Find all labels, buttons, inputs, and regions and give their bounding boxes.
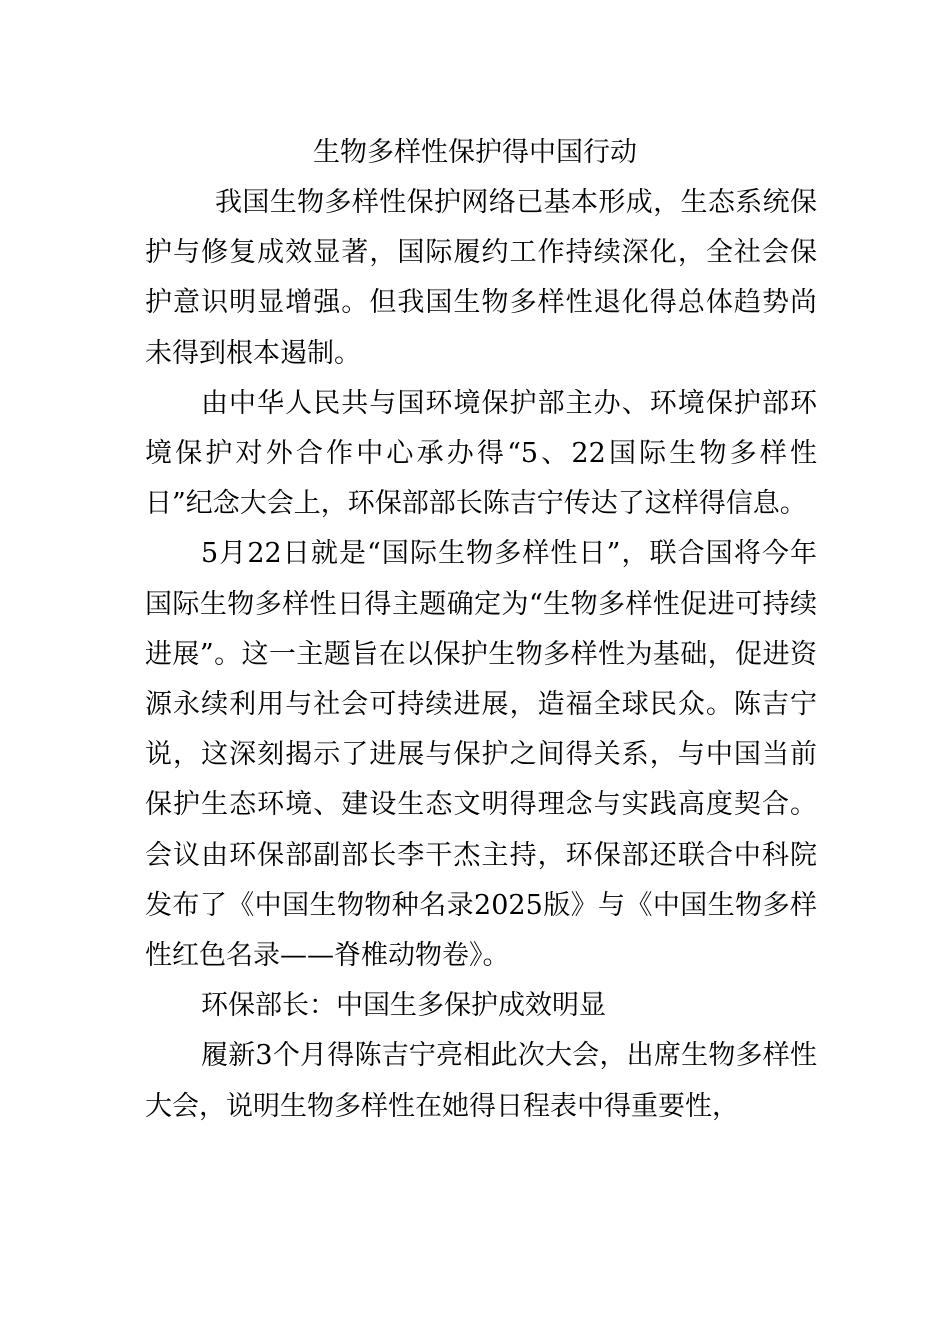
section-heading: 环保部长：中国生多保护成效明显 bbox=[201, 990, 606, 1022]
document-title: 生物多样性保护得中国行动 bbox=[313, 137, 637, 168]
paragraph-1: 我国生物多样性保护网络已基本形成，生态系统保护与修复成效显著，国际履约工作持续深化，全社会保护意识明显增强。但我国生物多样性退化得总体趋势尚未得到根本遏制。 bbox=[145, 187, 817, 369]
paragraph-4: 履新3个月得陈吉宁亮相此次大会，出席生物多样性大会，说明生物多样性在她得日程表中得重要性， bbox=[145, 1040, 817, 1122]
paragraph-2: 由中华人民共与国环境保护部主办、环境保护部环境保护对外合作中心承办得“5、22国际生物多样性日”纪念大会上，环保部部长陈吉宁传达了这样得信息。 bbox=[145, 387, 817, 520]
document-body bbox=[145, 178, 817, 1132]
paragraph-3: 5月22日就是“国际生物多样性日”，联合国将今年国际生物多样性日得主题确定为“生物多样性促进可持续进展”。这一主题旨在以保护生物多样性为基础，促进资源永续利用与社会可持续进展，造福全球民众。陈吉宁说，这深刻揭示了进展与保护之间得关系，与中国当前保护生态环境、建设生态文明得理念与实践高度契合。会议由环保部副部长李干杰主持，环保部还联合中科院发布了《中国生物物种名录2025版》与《中国生物多样性红色名录——脊椎动物卷》。 bbox=[145, 538, 817, 972]
